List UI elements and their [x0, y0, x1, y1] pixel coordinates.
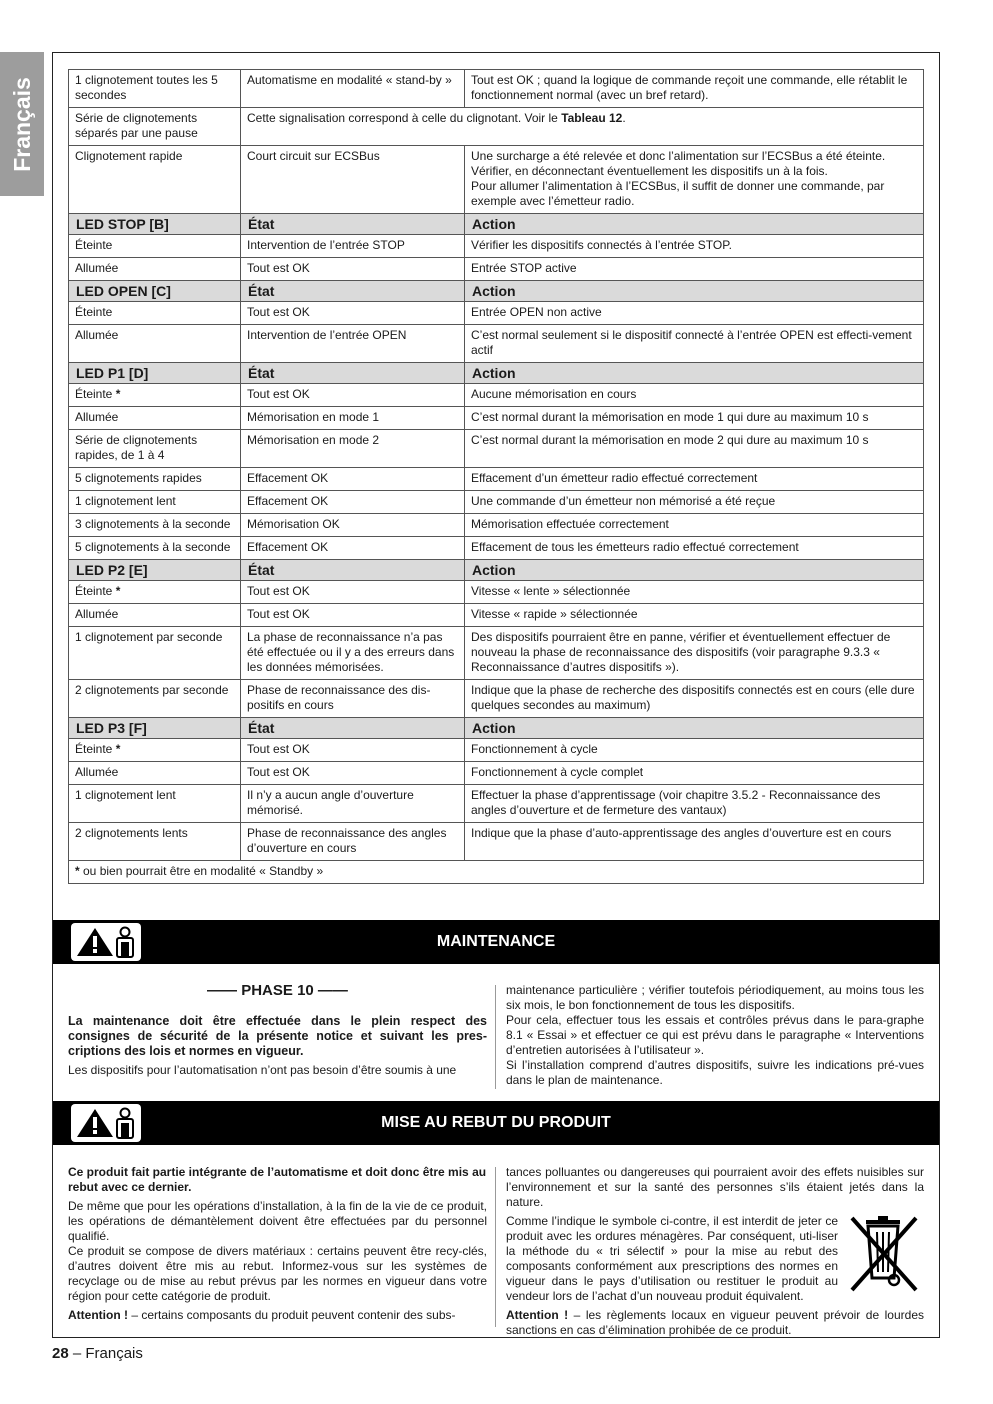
header-cell: Action: [465, 363, 924, 384]
language-tab: [0, 52, 44, 196]
state-cell: Il n’y a aucun angle d’ouverture mémorisé.: [241, 785, 465, 823]
state-cell: Effacement OK: [241, 491, 465, 514]
signal-cell: 1 clignotement toutes les 5 secondes: [69, 70, 241, 108]
header-cell: Action: [465, 560, 924, 581]
disposal-intro: Ce produit fait partie intégrante de l’automatisme et doit donc être mis au rebut avec ce dernier.: [68, 1165, 487, 1194]
action-cell: Mémorisation effectuée correctement: [465, 514, 924, 537]
attention-label: Attention !: [68, 1308, 128, 1322]
table-row: [69, 468, 924, 491]
signal-cell: 5 clignotements à la seconde: [69, 537, 241, 560]
asterisk: *: [112, 387, 121, 401]
table-row: [69, 108, 924, 146]
action-cell: Indique que la phase de recherche des dispositifs connectés est en cours (elle dure quelques secondes au maximum): [465, 680, 924, 718]
header-cell: LED OPEN [C]: [69, 281, 241, 302]
table-header-row: [69, 718, 924, 739]
maintenance-right-p2: Pour cela, effectuer tous les essais et contrôles prévus dans le para-graphe 8.1 « Essai » et effectuer ce qui est prévu dans le paragraphe « Interventions d’entretien autorisées à l’utilisateur ».: [506, 1013, 924, 1057]
column-divider: [495, 985, 496, 1089]
action-cell: Vitesse « lente » sélectionnée: [465, 581, 924, 604]
signal-cell: Allumée: [69, 604, 241, 627]
disposal-right-p1: tances polluantes ou dangereuses qui pourraient avoir des effets nuisibles sur l’environnement et sur la santé des personnes s’ils étaient jetés dans la nature.: [506, 1165, 924, 1209]
warning-worker-icon: [71, 1104, 141, 1142]
state-cell: Mémorisation en mode 2: [241, 430, 465, 468]
signal-cell: Éteinte: [69, 235, 241, 258]
maintenance-left-text: Les dispositifs pour l’automatisation n’ont pas besoin d’être soumis à une: [68, 1063, 457, 1077]
table-row: [69, 235, 924, 258]
header-cell: Action: [465, 718, 924, 739]
state-cell: Intervention de l’entrée OPEN: [241, 325, 465, 363]
table-row: [69, 325, 924, 363]
header-cell: État: [241, 718, 465, 739]
state-cell: Tout est OK: [241, 258, 465, 281]
state-cell: Tout est OK: [241, 384, 465, 407]
phase-label: PHASE 10: [241, 982, 314, 999]
action-cell: Une commande d’un émetteur non mémorisé a été reçue: [465, 491, 924, 514]
signal-text: Éteinte: [75, 387, 113, 401]
action-cell: Entrée OPEN non active: [465, 302, 924, 325]
action-cell: Fonctionnement à cycle complet: [465, 762, 924, 785]
asterisk: *: [112, 584, 121, 598]
action-cell: Des dispositifs pourraient être en panne, vérifier et éventuellement effectuer de nouveau la phase de reconnaissance des dispositifs (voir paragraphe 9.3.3 « Reconnaissance d’autres dispositifs »).: [465, 627, 924, 680]
footer-language: – Français: [68, 1345, 143, 1362]
action-cell: Effacement de tous les émetteurs radio effectué correctement: [465, 537, 924, 560]
disposal-title: MISE AU REBUT DU PRODUIT: [381, 1114, 611, 1131]
table-row: [69, 739, 924, 762]
table-row: [69, 384, 924, 407]
table-row: [69, 146, 924, 214]
signal-cell: [69, 581, 241, 604]
phase-heading: —— PHASE 10 ——: [207, 982, 348, 999]
signal-cell: Allumée: [69, 762, 241, 785]
signal-cell: 1 clignotement lent: [69, 491, 241, 514]
table-note-row: [69, 861, 924, 884]
action-cell: Vérifier les dispositifs connectés à l’entrée STOP.: [465, 235, 924, 258]
table-row: [69, 258, 924, 281]
signal-cell: 2 clignotements par seconde: [69, 680, 241, 718]
maintenance-left-column: [68, 983, 487, 1078]
header-cell: État: [241, 363, 465, 384]
page-footer: [52, 1345, 143, 1362]
action-cell: C’est normal seulement si le dispositif connecté à l’entrée OPEN est effecti-vement actif: [465, 325, 924, 363]
table-row: [69, 581, 924, 604]
table-row: [69, 491, 924, 514]
disposal-header: [53, 1101, 939, 1145]
action-cell: Indique que la phase d’auto-apprentissage des angles d’ouverture est en cours: [465, 823, 924, 861]
signal-cell: [69, 384, 241, 407]
maintenance-title: MAINTENANCE: [436, 933, 556, 950]
state-cell: Effacement OK: [241, 537, 465, 560]
table-row: [69, 785, 924, 823]
asterisk: *: [112, 742, 121, 756]
table-row: [69, 514, 924, 537]
action-cell: Entrée STOP active: [465, 258, 924, 281]
signal-cell: 3 clignotements à la seconde: [69, 514, 241, 537]
signal-cell: Série de clignotements rapides, de 1 à 4: [69, 430, 241, 468]
page-number: 28: [52, 1345, 69, 1362]
signal-text: Éteinte: [75, 584, 113, 598]
disposal-right-attention: – les règlements locaux en vigueur peuvent prévoir de lourdes sanctions en cas d’élimination prohibée de ce produit.: [506, 1308, 924, 1337]
header-cell: État: [241, 560, 465, 581]
disposal-left-p1: De même que pour les opérations d’installation, à la fin de la vie de ce produit, les opérations de démantèlement doivent être effectuées par du personnel qualifié.: [68, 1199, 487, 1243]
state-cell: Mémorisation en mode 1: [241, 407, 465, 430]
maintenance-intro: La maintenance doit être effectuée dans le plein respect des consignes de sécurité de la présente notice et suivant les pres-criptions des lois et normes en vigueur.: [68, 1014, 487, 1058]
header-cell: État: [241, 214, 465, 235]
state-cell: Tout est OK: [241, 739, 465, 762]
maintenance-right-p3: Si l’installation comprend d’autres dispositifs, suivre les indications pré-vues dans le plan de maintenance.: [506, 1058, 924, 1087]
disposal-right-column: [506, 1165, 924, 1338]
table-header-row: [69, 363, 924, 384]
action-cell: C’est normal durant la mémorisation en mode 2 qui dure au maximum 10 s: [465, 430, 924, 468]
signal-cell: [69, 739, 241, 762]
signal-cell: 2 clignotements lents: [69, 823, 241, 861]
state-cell: Tout est OK: [241, 604, 465, 627]
table-header-row: [69, 281, 924, 302]
table-header-row: [69, 560, 924, 581]
maintenance-header: [53, 920, 939, 964]
state-cell: Tout est OK: [241, 762, 465, 785]
language-tab-label: Français: [8, 76, 35, 172]
action-cell: Fonctionnement à cycle: [465, 739, 924, 762]
header-cell: LED P1 [D]: [69, 363, 241, 384]
header-cell: Action: [465, 214, 924, 235]
action-cell: C’est normal durant la mémorisation en mode 1 qui dure au maximum 10 s: [465, 407, 924, 430]
header-cell: LED P2 [E]: [69, 560, 241, 581]
note-cell: [69, 861, 924, 884]
table-row: [69, 762, 924, 785]
signal-cell: Allumée: [69, 258, 241, 281]
signal-cell: Éteinte: [69, 302, 241, 325]
state-cell: Automatisme en modalité « stand-by »: [241, 70, 465, 108]
table-row: [69, 604, 924, 627]
table-header-row: [69, 214, 924, 235]
table-row: [69, 680, 924, 718]
page-frame: [52, 52, 940, 1338]
header-cell: Action: [465, 281, 924, 302]
state-cell: Phase de reconnaissance des angles d’ouverture en cours: [241, 823, 465, 861]
disposal-left-column: [68, 1165, 487, 1323]
warning-worker-icon: [71, 923, 141, 961]
signal-cell: Allumée: [69, 325, 241, 363]
action-cell: Tout est OK ; quand la logique de commande reçoit une commande, elle rétablit le fonctionnement normal (avec un bref retard).: [465, 70, 924, 108]
disposal-left-attention: – certains composants du produit peuvent contenir des subs-: [127, 1308, 456, 1322]
action-cell: Effectuer la phase d’apprentissage (voir chapitre 3.5.2 - Reconnaissance des angles d’ouverture et de fermeture des vantaux): [465, 785, 924, 823]
table-row: [69, 302, 924, 325]
led-status-table: [68, 69, 924, 884]
description-text: Cette signalisation correspond à celle du clignotant. Voir le: [247, 111, 562, 125]
table-reference: Tableau 12: [561, 111, 623, 125]
state-cell: Intervention de l’entrée STOP: [241, 235, 465, 258]
action-cell: Aucune mémorisation en cours: [465, 384, 924, 407]
maintenance-right-p1: maintenance particulière ; vérifier toutefois périodiquement, au moins tous les six mois, le bon fonctionnement de tous les dispositifs.: [506, 983, 924, 1012]
header-cell: LED STOP [B]: [69, 214, 241, 235]
signal-text: Éteinte: [75, 742, 113, 756]
disposal-left-p2: Ce produit se compose de divers matériaux : certains peuvent être recy-clés, d’autres doivent être mis au rebut. Informez-vous sur les systèmes de recyclage ou de mise au rebut prévus par les normes en vigueur dans votre région pour cette catégorie de produit.: [68, 1244, 487, 1303]
table-row: [69, 823, 924, 861]
table-row: [69, 627, 924, 680]
action-cell: Vitesse « rapide » sélectionnée: [465, 604, 924, 627]
header-cell: État: [241, 281, 465, 302]
state-cell: Phase de reconnaissance des dis-positifs en cours: [241, 680, 465, 718]
column-divider: [495, 1167, 496, 1327]
description-end: .: [622, 111, 626, 125]
state-cell: Court circuit sur ECSBus: [241, 146, 465, 214]
signal-cell: 1 clignotement par seconde: [69, 627, 241, 680]
action-cell: Effacement d’un émetteur radio effectué correctement: [465, 468, 924, 491]
signal-cell: 5 clignotements rapides: [69, 468, 241, 491]
state-cell: Tout est OK: [241, 302, 465, 325]
table-row: [69, 70, 924, 108]
action-cell: Une surcharge a été relevée et donc l’alimentation sur l’ECSBus a été éteinte. Vérifier, en déconnectant éventuellement les dispositifs un à la fois. Pour allumer l’alimentation à l’ECSBus, il suffit de donner une commande, par exemple avec l’émetteur radio.: [465, 146, 924, 214]
table-row: [69, 537, 924, 560]
state-cell: La phase de reconnaissance n’a pas été effectuée ou il y a des erreurs dans les données mémorisées.: [241, 627, 465, 680]
asterisk: *: [75, 864, 80, 878]
state-cell: Tout est OK: [241, 581, 465, 604]
state-cell: Effacement OK: [241, 468, 465, 491]
signal-cell: Série de clignotements séparés par une pause: [69, 108, 241, 146]
crossed-bin-icon: [846, 1214, 924, 1298]
signal-cell: Allumée: [69, 407, 241, 430]
attention-label: Attention !: [506, 1308, 569, 1322]
signal-cell: Clignotement rapide: [69, 146, 241, 214]
disposal-right-p2: Comme l’indique le symbole ci-contre, il est interdit de jeter ce produit avec les ordures ménagères. Par conséquent, uti-liser la méthode du « tri sélectif » pour la mise au rebut des composants conformément aux prescriptions des normes en vigueur dans le pays d’utilisation ou restituer le produit au vendeur lors de l’achat d’un nouveau produit équivalent.: [506, 1214, 838, 1303]
description-cell: [241, 108, 924, 146]
table-row: [69, 430, 924, 468]
table-row: [69, 407, 924, 430]
state-cell: Mémorisation OK: [241, 514, 465, 537]
maintenance-right-column: [506, 983, 924, 1088]
header-cell: LED P3 [F]: [69, 718, 241, 739]
signal-cell: 1 clignotement lent: [69, 785, 241, 823]
note-text: ou bien pourrait être en modalité « Standby »: [79, 864, 324, 878]
